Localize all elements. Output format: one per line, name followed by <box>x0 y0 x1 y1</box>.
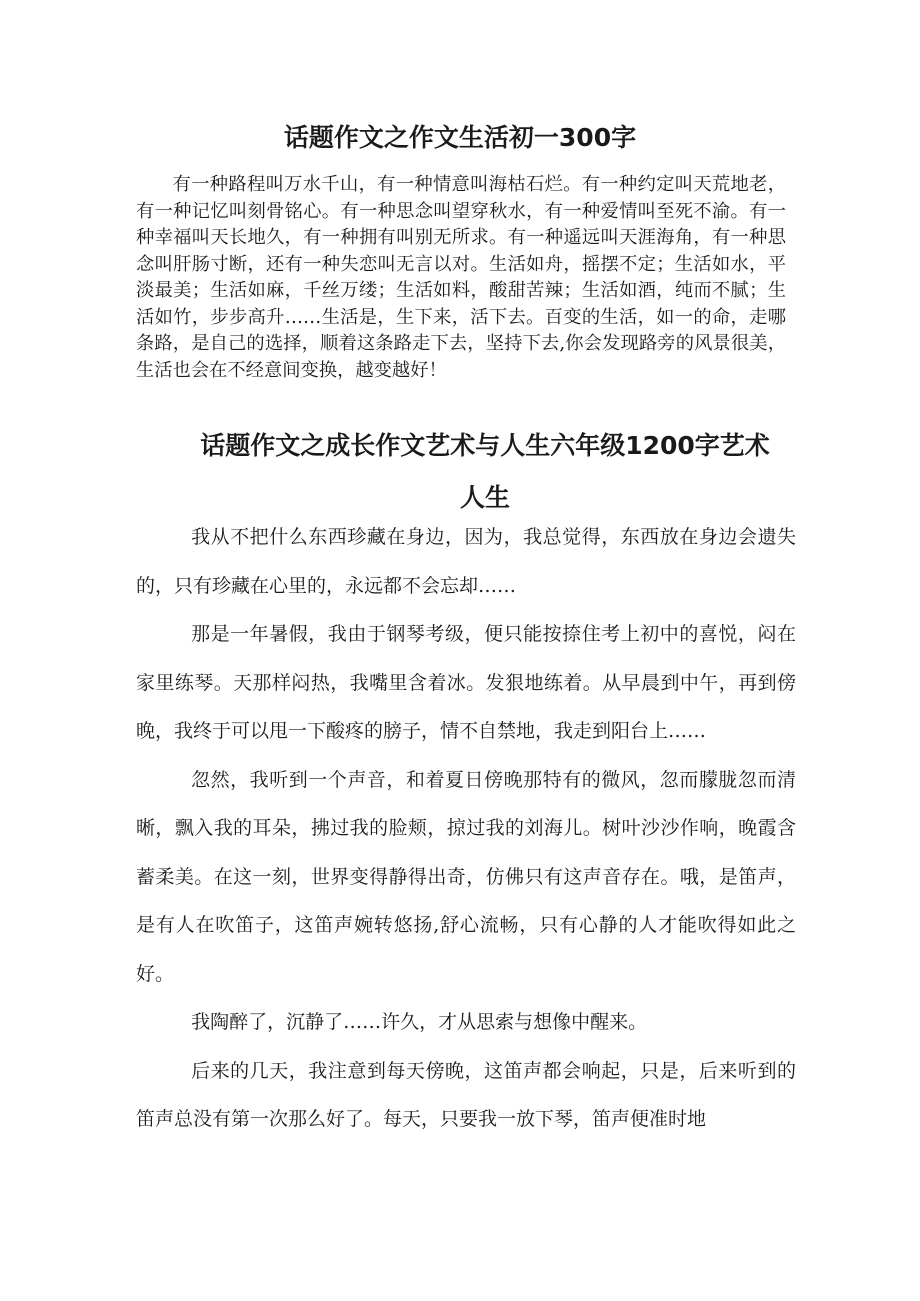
paragraph: 忽然，我听到一个声音，和着夏日傍晚那特有的微风，忽而朦胧忽而清晰，飘入我的耳朵，拂过我的脸颊，掠过我的刘海儿。树叶沙沙作响，晚霞含蓄柔美。在这一刻，世界变得静得出奇，仿佛只有这声音存在。哦，是笛声，是有人在吹笛子，这笛声婉转悠扬,舒心流畅，只有心静的人才能吹得如此之好。 <box>136 768 796 985</box>
paragraph: 后来的几天，我注意到每天傍晚，这笛声都会响起，只是，后来听到的笛声总没有第一次那么好了。每天，只要我一放下琴，笛声便准时地 <box>136 1059 796 1130</box>
paragraph: 我陶醉了，沉静了……许久，才从思索与想像中醒来。 <box>191 1011 648 1033</box>
article-body-1 <box>136 172 786 384</box>
paragraph: 有一种路程叫万水千山，有一种情意叫海枯石烂。有一种约定叫天荒地老，有一种记忆叫刻骨铭心。有一种思念叫望穿秋水，有一种爱情叫至死不渝。有一种幸福叫天长地久，有一种拥有叫别无所求。有一种遥远叫天涯海角，有一种思念叫肝肠寸断，还有一种失恋叫无言以对。生活如舟，摇摆不定；生活如水，平淡最美；生活如麻，千丝万缕；生活如料，酸甜苦辣；生活如酒，纯而不腻；生活如竹，步步高升……生活是，生下来，活下去。百变的生活，如一的命，走哪条路，是自己的选择，顺着这条路走下去，坚持下去,你会发现路旁的风景很美，生活也会在不经意间变换，越变越好！ <box>136 174 786 381</box>
paragraph: 我从不把什么东西珍藏在身边，因为，我总觉得，东西放在身边会遗失的，只有珍藏在心里的，永远都不会忘却…… <box>136 526 796 597</box>
article-title-1: 话题作文之作文生活初一300字 <box>283 123 637 152</box>
paragraph: 那是一年暑假，我由于钢琴考级，便只能按捺住考上初中的喜悦，闷在家里练琴。天那样闷热，我嘴里含着冰。发狠地练着。从早晨到中午，再到傍晚，我终于可以甩一下酸疼的膀子，情不自禁地，我走到阳台上…… <box>136 623 796 742</box>
article-title-2-text: 话题作文之成长作文艺术与人生六年级1200字艺术人生 <box>200 431 770 512</box>
article-body-2 <box>136 513 796 1144</box>
article-title-2 <box>195 420 775 524</box>
